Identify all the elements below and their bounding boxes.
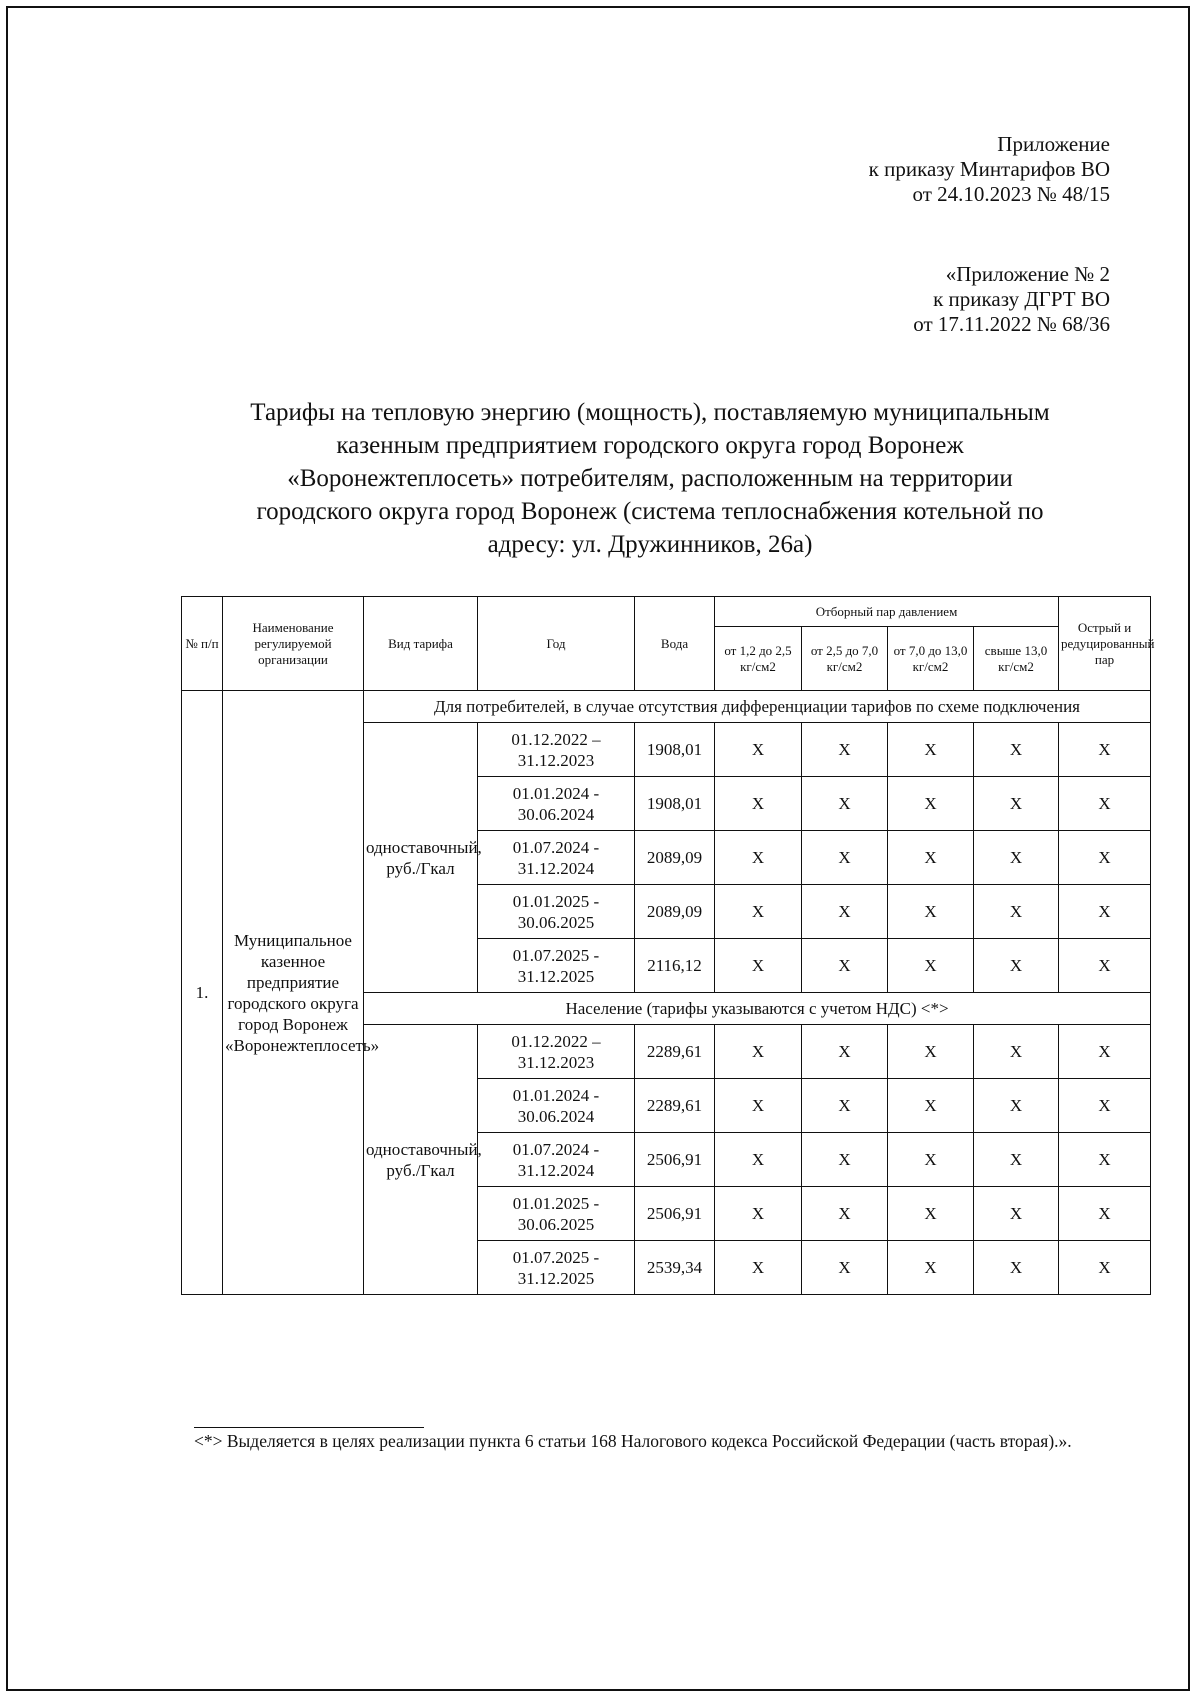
water-tariff-cell: 2289,61 [635, 1025, 715, 1079]
water-tariff-cell: 1908,01 [635, 723, 715, 777]
title-line: городского округа город Воронеж (система теплоснабжения котельной по [256, 498, 1044, 525]
title-line: адресу: ул. Дружинников, 26а) [487, 531, 813, 558]
header-tariff-type: Вид тарифа [364, 597, 478, 691]
not-applicable-cell: Х [1059, 1079, 1151, 1133]
appendix-line: к приказу ДГРТ ВО [933, 287, 1110, 311]
not-applicable-cell: Х [888, 1187, 974, 1241]
header-year: Год [478, 597, 635, 691]
not-applicable-cell: Х [974, 1025, 1059, 1079]
water-tariff-cell: 2116,12 [635, 939, 715, 993]
title-line: «Воронежтеплосеть» потребителям, расположенным на территории [287, 465, 1013, 492]
appendix-line: от 17.11.2022 № 68/36 [913, 312, 1110, 336]
header-steam-1: от 1,2 до 2,5 кг/см2 [715, 627, 802, 691]
not-applicable-cell: Х [888, 723, 974, 777]
not-applicable-cell: Х [974, 1079, 1059, 1133]
not-applicable-cell: Х [715, 1025, 802, 1079]
row-number: 1. [182, 691, 223, 1295]
not-applicable-cell: Х [715, 831, 802, 885]
not-applicable-cell: Х [802, 939, 888, 993]
not-applicable-cell: Х [1059, 1025, 1151, 1079]
not-applicable-cell: Х [974, 1133, 1059, 1187]
not-applicable-cell: Х [1059, 1133, 1151, 1187]
organization-name: Муниципальное казенное предприятие городского округа город Воронеж «Воронежтеплосеть» [223, 691, 364, 1295]
not-applicable-cell: Х [888, 777, 974, 831]
water-tariff-cell: 2506,91 [635, 1133, 715, 1187]
appendix2-reference [913, 262, 1110, 337]
footnote: <*> Выделяется в целях реализации пункта 6 статьи 168 Налогового кодекса Российской Федерации (часть вторая).». [194, 1431, 1072, 1451]
header-steam-2: от 2,5 до 7,0 кг/см2 [802, 627, 888, 691]
not-applicable-cell: Х [1059, 939, 1151, 993]
period-cell: 01.07.2025 - 31.12.2025 [478, 1241, 635, 1295]
appendix-line: к приказу Минтарифов ВО [868, 157, 1110, 181]
header-water: Вода [635, 597, 715, 691]
not-applicable-cell: Х [888, 1079, 974, 1133]
not-applicable-cell: Х [715, 777, 802, 831]
appendix-line: от 24.10.2023 № 48/15 [912, 182, 1110, 206]
not-applicable-cell: Х [1059, 723, 1151, 777]
period-cell: 01.12.2022 – 31.12.2023 [478, 1025, 635, 1079]
not-applicable-cell: Х [715, 723, 802, 777]
not-applicable-cell: Х [888, 939, 974, 993]
not-applicable-cell: Х [888, 1133, 974, 1187]
water-tariff-cell: 2539,34 [635, 1241, 715, 1295]
water-tariff-cell: 2289,61 [635, 1079, 715, 1133]
not-applicable-cell: Х [1059, 831, 1151, 885]
not-applicable-cell: Х [974, 831, 1059, 885]
not-applicable-cell: Х [974, 1241, 1059, 1295]
not-applicable-cell: Х [974, 939, 1059, 993]
not-applicable-cell: Х [715, 1079, 802, 1133]
appendix-line: «Приложение № 2 [945, 262, 1110, 286]
not-applicable-cell: Х [802, 777, 888, 831]
period-cell: 01.01.2024 - 30.06.2024 [478, 1079, 635, 1133]
not-applicable-cell: Х [802, 1025, 888, 1079]
not-applicable-cell: Х [1059, 1187, 1151, 1241]
not-applicable-cell: Х [888, 1241, 974, 1295]
period-cell: 01.07.2024 - 31.12.2024 [478, 1133, 635, 1187]
period-cell: 01.01.2024 - 30.06.2024 [478, 777, 635, 831]
section-title: Для потребителей, в случае отсутствия дифференциации тарифов по схеме подключения [364, 691, 1151, 723]
section-title: Население (тарифы указываются с учетом НДС) <*> [364, 993, 1151, 1025]
period-cell: 01.07.2025 - 31.12.2025 [478, 939, 635, 993]
tariff-table [181, 596, 1155, 1295]
water-tariff-cell: 1908,01 [635, 777, 715, 831]
not-applicable-cell: Х [888, 1025, 974, 1079]
not-applicable-cell: Х [888, 885, 974, 939]
not-applicable-cell: Х [1059, 777, 1151, 831]
title-line: казенным предприятием городского округа город Воронеж [336, 432, 964, 459]
header-steam-group: Отборный пар давлением [715, 597, 1059, 627]
not-applicable-cell: Х [802, 885, 888, 939]
not-applicable-cell: Х [1059, 1241, 1151, 1295]
period-cell: 01.01.2025 - 30.06.2025 [478, 1187, 635, 1241]
water-tariff-cell: 2089,09 [635, 885, 715, 939]
not-applicable-cell: Х [802, 831, 888, 885]
appendix-line: Приложение [997, 132, 1110, 156]
water-tariff-cell: 2506,91 [635, 1187, 715, 1241]
header-sharp-steam: Острый и редуцированный пар [1059, 597, 1151, 691]
tariff-type: одноставочный, руб./Гкал [364, 1025, 478, 1295]
not-applicable-cell: Х [715, 885, 802, 939]
not-applicable-cell: Х [1059, 885, 1151, 939]
not-applicable-cell: Х [974, 1187, 1059, 1241]
not-applicable-cell: Х [802, 1133, 888, 1187]
not-applicable-cell: Х [802, 1187, 888, 1241]
period-cell: 01.01.2025 - 30.06.2025 [478, 885, 635, 939]
header-num: № п/п [182, 597, 223, 691]
not-applicable-cell: Х [715, 939, 802, 993]
appendix-reference [869, 132, 1110, 207]
tariff-table-body [182, 691, 1151, 1295]
not-applicable-cell: Х [974, 885, 1059, 939]
title-line: Тарифы на тепловую энергию (мощность), поставляемую муниципальным [250, 399, 1050, 426]
section-row [182, 691, 1151, 723]
header-steam-3: от 7,0 до 13,0 кг/см2 [888, 627, 974, 691]
not-applicable-cell: Х [802, 1241, 888, 1295]
not-applicable-cell: Х [715, 1133, 802, 1187]
not-applicable-cell: Х [974, 777, 1059, 831]
header-org: Наименование регулируемой организации [223, 597, 364, 691]
not-applicable-cell: Х [888, 831, 974, 885]
document-title [180, 396, 1120, 561]
not-applicable-cell: Х [802, 723, 888, 777]
not-applicable-cell: Х [974, 723, 1059, 777]
not-applicable-cell: Х [715, 1241, 802, 1295]
not-applicable-cell: Х [715, 1187, 802, 1241]
header-steam-4: свыше 13,0 кг/см2 [974, 627, 1059, 691]
period-cell: 01.07.2024 - 31.12.2024 [478, 831, 635, 885]
water-tariff-cell: 2089,09 [635, 831, 715, 885]
period-cell: 01.12.2022 – 31.12.2023 [478, 723, 635, 777]
not-applicable-cell: Х [802, 1079, 888, 1133]
tariff-type: одноставочный, руб./Гкал [364, 723, 478, 993]
